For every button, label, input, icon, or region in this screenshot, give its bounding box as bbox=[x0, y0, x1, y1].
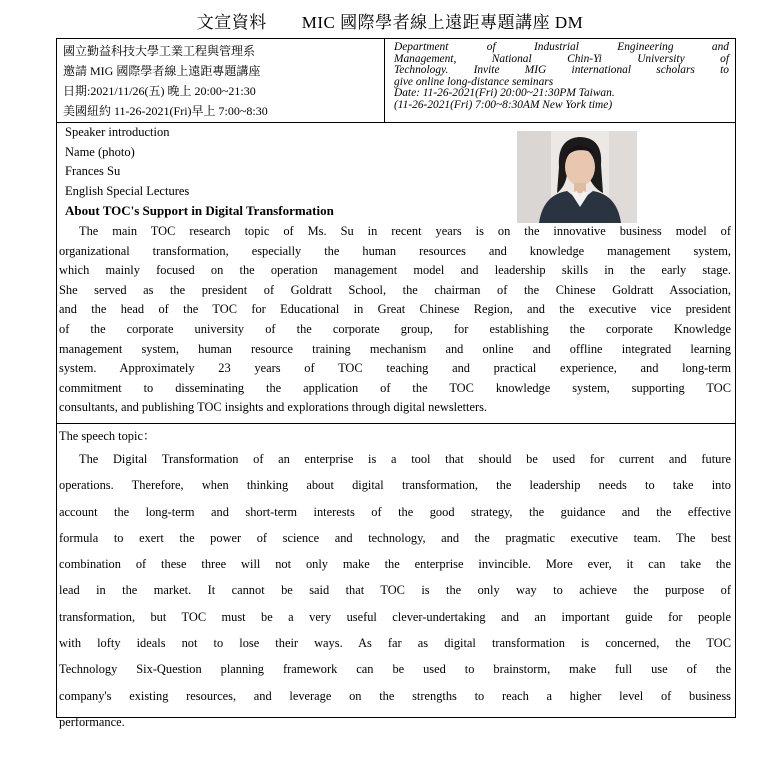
topic-line: Technology Six-Question planning framework can be used to brainstorm, make full use of the bbox=[59, 662, 731, 677]
header-en-line: Management, National Chin-Yi University of bbox=[394, 52, 729, 65]
speech-topic-section bbox=[57, 423, 735, 729]
topic-line: lead in the market. It cannot be said that TOC is the only way to achieve the purpose of bbox=[59, 583, 731, 598]
bio-line: system. Approximately 23 years of TOC teaching and practical experience, and long-term bbox=[59, 361, 731, 376]
topic-line: performance. bbox=[59, 714, 125, 729]
speech-topic-label: The speech topic： bbox=[59, 429, 156, 443]
header-cn-line: 日期:2021/11/26(五) 晚上 20:00~21:30 bbox=[63, 84, 256, 98]
speaker-bio bbox=[59, 222, 731, 418]
bio-line: The main TOC research topic of Ms. Su in recent years is on the innovative business model of bbox=[79, 224, 731, 238]
speaker-info bbox=[65, 123, 465, 221]
topic-line: operations. Therefore, when thinking about digital transformation, the leadership needs to take into bbox=[59, 478, 731, 493]
header-en-line: give online long-distance seminars bbox=[394, 75, 554, 88]
header-cn-line: 美國紐約 11-26-2021(Fri)早上 7:00~8:30 bbox=[63, 104, 268, 118]
bio-line: consultants, and publishing TOC insights and explorations through digital newsletters. bbox=[59, 400, 488, 415]
bio-line: She served as the president of Goldratt School, the chairman of the Chinese Goldratt Association, bbox=[59, 282, 731, 297]
speaker-name-label: Name (photo) bbox=[65, 144, 135, 159]
header-cn-line: 邀請 MIG 國際學者線上遠距專題講座 bbox=[63, 64, 261, 78]
talk-title: About TOC's Support in Digital Transformation bbox=[65, 203, 334, 219]
header-en-line: Department of Industrial Engineering and bbox=[394, 41, 729, 53]
header-row bbox=[57, 39, 735, 123]
speaker-photo-illustration bbox=[517, 131, 637, 223]
speech-topic-body bbox=[59, 446, 731, 735]
bio-line: which mainly focused on the operation management model and leadership skills in the early stage. bbox=[59, 263, 731, 278]
header-chinese bbox=[57, 39, 385, 122]
header-en-line: (11-26-2021(Fri) 7:00~8:30AM New York time) bbox=[394, 98, 613, 111]
speaker-photo bbox=[517, 131, 637, 223]
bio-line: of the corporate university of the corporate group, for establishing the corporate Knowledge bbox=[59, 321, 731, 336]
speaker-category: English Special Lectures bbox=[65, 183, 190, 198]
bio-line: organizational transformation, especially the human resources and knowledge management system, bbox=[59, 243, 731, 258]
page-title: 文宣資料 MIC 國際學者線上遠距專題講座 DM bbox=[196, 13, 584, 32]
topic-line: transformation, but TOC must be a very useful clever-undertaking and an important guide for people bbox=[59, 609, 731, 624]
document-box bbox=[56, 38, 736, 729]
header-cn-line: 國立勤益科技大學工業工程與管理系 bbox=[63, 44, 256, 58]
topic-line: combination of these three will not only make the enterprise invincible. More ever, it can take the bbox=[59, 557, 731, 572]
topic-line: account the long-term and short-term interests of the good strategy, the guidance and the effective bbox=[59, 504, 731, 519]
header-english bbox=[386, 39, 735, 122]
bio-line: and the head of the TOC for Educational in Great Chinese Region, and the executive vice president bbox=[59, 302, 731, 317]
topic-line: formula to exert the power of science and technology, and the pragmatic executive team. The best bbox=[59, 530, 731, 545]
bio-line: management system, human resource training mechanism and online and offline integrated learning bbox=[59, 341, 731, 356]
speaker-name: Frances Su bbox=[65, 164, 121, 179]
topic-line: The Digital Transformation of an enterprise is a tool that should be used for current and future bbox=[79, 452, 731, 466]
bio-line: commitment to disseminating the application of the TOC knowledge system, supporting TOC bbox=[59, 380, 731, 395]
topic-line: with lofty ideals not to lose their ways. As far as digital transformation is concerned, the TOC bbox=[59, 636, 731, 651]
topic-line: company's existing resources, and leverage on the strengths to reach a higher level of business bbox=[59, 688, 731, 703]
speaker-intro-label: Speaker introduction bbox=[65, 125, 170, 139]
header-en-line: Technology. Invite MIG international scholars to bbox=[394, 64, 729, 77]
header-en-line: Date: 11-26-2021(Fri) 20:00~21:30PM Taiwan. bbox=[394, 87, 615, 100]
